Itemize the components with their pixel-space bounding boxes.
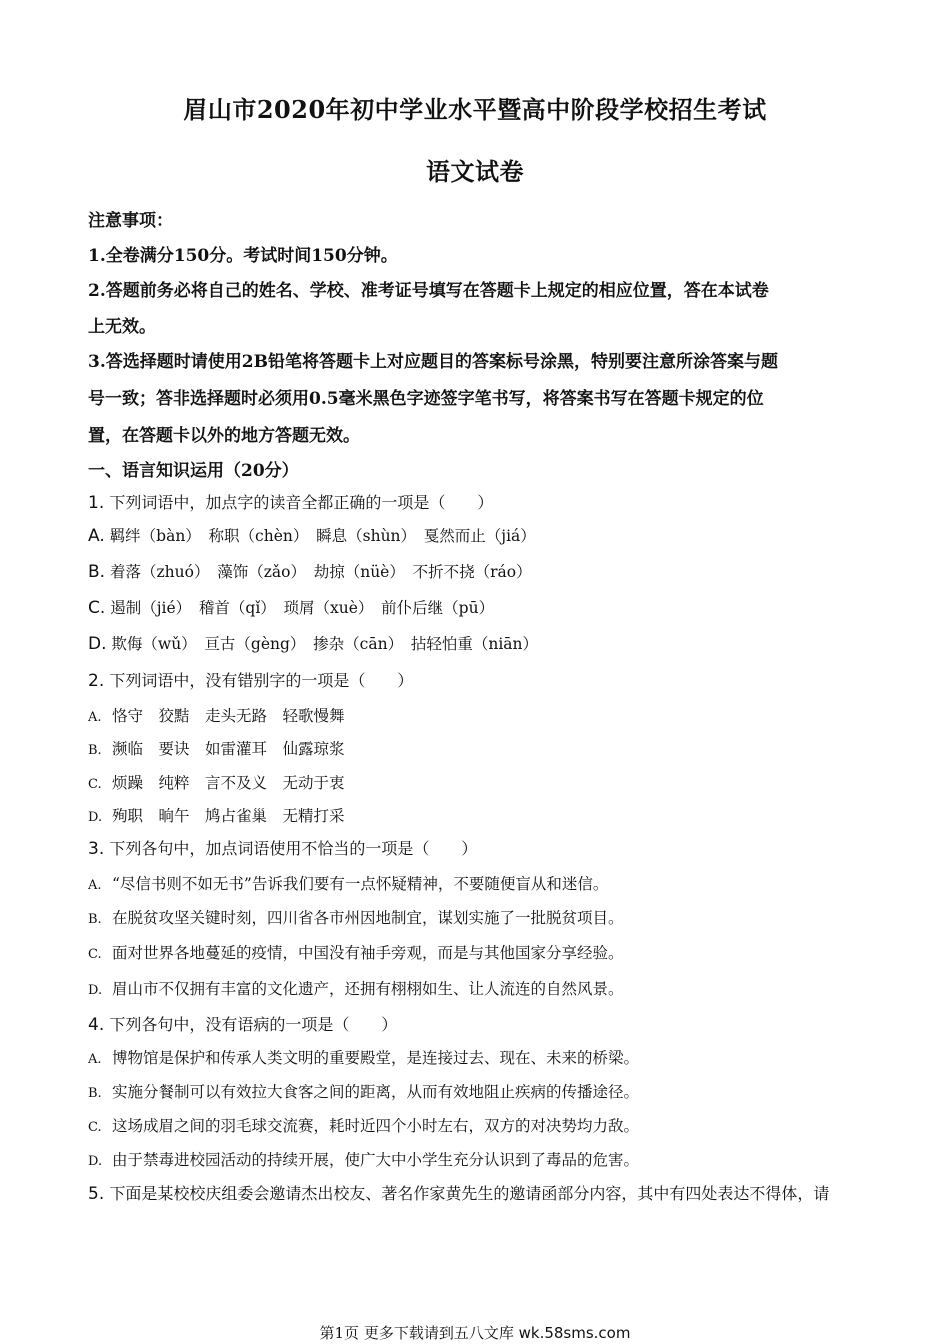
exam-title: 眉山市2020年初中学业水平暨高中阶段学校招生考试 — [183, 95, 767, 124]
question-2-option-d — [88, 804, 868, 826]
question-4-stem — [88, 1012, 868, 1035]
question-2-stem — [88, 668, 868, 691]
question-1-option-d — [88, 632, 868, 654]
option-label: B. — [88, 743, 102, 758]
option-text: 濒临 要诀 如雷灌耳 仙露琼浆 — [112, 740, 345, 758]
note-3-line-2: 号一致；答非选择题时必须用0.5毫米黑色字迹签字笔书写，将答案书写在答题卡规定的位 — [88, 389, 764, 409]
question-1-option-b — [88, 560, 868, 582]
question-text: 下列词语中，加点字的读音全都正确的一项是（ ） — [104, 493, 494, 512]
question-text: 下列各句中，没有语病的一项是（ ） — [104, 1015, 398, 1034]
note-3-line-1: 3.答选择题时请使用2B铅笔将答题卡上对应题目的答案标号涂黑，特别要注意所涂答案与题 — [88, 352, 778, 372]
question-number: 3. — [88, 839, 105, 859]
question-number: 5. — [88, 1184, 105, 1204]
option-label: A. — [88, 878, 102, 893]
note-3-line-3: 置，在答题卡以外的地方答题无效。 — [88, 426, 360, 446]
question-3-option-d — [88, 977, 868, 999]
option-text: 博物馆是保护和传承人类文明的重要殿堂，是连接过去、现在、未来的桥梁。 — [112, 1049, 640, 1067]
option-text: “尽信书则不如无书”告诉我们要有一点怀疑精神，不要随便盲从和迷信。 — [112, 875, 609, 893]
footer-url: wk.58sms.com — [518, 1324, 631, 1342]
option-text: 面对世界各地蔓延的疫情，中国没有袖手旁观，而是与其他国家分享经验。 — [112, 944, 624, 962]
notes-heading: 注意事项： — [88, 211, 173, 231]
footer-page-text: 第1页 更多下载请到五八文库 — [319, 1324, 519, 1342]
option-label: D. — [88, 1154, 103, 1169]
option-text: 在脱贫攻坚关键时刻，四川省各市州因地制宜，谋划实施了一批脱贫项目。 — [112, 909, 624, 927]
question-1-option-a — [88, 524, 868, 546]
option-label: C. — [88, 947, 102, 962]
question-4-option-c — [88, 1114, 868, 1136]
option-text: 欺侮（wǔ） 亘古（gèng） 掺杂（cān） 拈轻怕重（niān） — [106, 635, 538, 653]
question-2-option-b — [88, 737, 868, 759]
option-text: 实施分餐制可以有效拉大食客之间的距离，从而有效地阻止疾病的传播途径。 — [112, 1083, 640, 1101]
option-label: A. — [88, 1052, 102, 1067]
option-label: C. — [88, 777, 102, 792]
question-4-option-d — [88, 1148, 868, 1170]
page-footer — [0, 1322, 950, 1343]
question-3-option-b — [88, 906, 868, 928]
option-text: 烦躁 纯粹 言不及义 无动于衷 — [112, 774, 345, 792]
option-label: A. — [88, 710, 102, 725]
question-1-stem — [88, 490, 868, 513]
question-2-option-c — [88, 771, 868, 793]
question-text: 下列各句中，加点词语使用不恰当的一项是（ ） — [104, 839, 478, 858]
question-2-option-a — [88, 704, 868, 726]
option-label: D. — [88, 634, 107, 654]
exam-subtitle: 语文试卷 — [426, 157, 524, 186]
option-label: B. — [88, 1086, 102, 1101]
section-1-heading: 一、语言知识运用（20分） — [88, 461, 299, 481]
note-1: 1.全卷满分150分。考试时间150分钟。 — [88, 246, 398, 266]
option-label: A. — [88, 526, 105, 546]
note-2-line-2: 上无效。 — [88, 317, 156, 337]
question-number: 2. — [88, 671, 105, 691]
option-label: B. — [88, 912, 102, 927]
question-1-option-c — [88, 596, 868, 618]
option-text: 眉山市不仅拥有丰富的文化遗产，还拥有栩栩如生、让人流连的自然风景。 — [112, 980, 624, 998]
option-text: 殉职 晌午 鸠占雀巢 无精打采 — [112, 807, 345, 825]
question-5-stem — [88, 1181, 868, 1204]
option-label: C. — [88, 598, 106, 618]
question-number: 1. — [88, 493, 105, 513]
option-label: C. — [88, 1120, 102, 1135]
question-3-option-a — [88, 872, 868, 894]
option-label: D. — [88, 810, 103, 825]
question-text: 下列词语中，没有错别字的一项是（ ） — [104, 671, 414, 690]
option-text: 羁绊（bàn） 称职（chèn） 瞬息（shùn） 戛然而止（jiá） — [104, 527, 536, 545]
option-text: 恪守 狡黠 走头无路 轻歌慢舞 — [112, 707, 345, 725]
question-3-option-c — [88, 941, 868, 963]
question-text: 下面是某校校庆组委会邀请杰出校友、著名作家黄先生的邀请函部分内容，其中有四处表达不得体，请 — [104, 1184, 830, 1203]
question-3-stem — [88, 836, 868, 859]
note-2-line-1: 2.答题前务必将自己的姓名、学校、准考证号填写在答题卡上规定的相应位置，答在本试卷 — [88, 281, 769, 301]
question-number: 4. — [88, 1015, 105, 1035]
option-text: 遏制（jié） 稽首（qǐ） 琐屑（xuè） 前仆后继（pū） — [105, 599, 495, 617]
option-text: 由于禁毒进校园活动的持续开展，使广大中小学生充分认识到了毒品的危害。 — [112, 1151, 640, 1169]
question-4-option-a — [88, 1046, 868, 1068]
option-label: D. — [88, 983, 103, 998]
option-text: 着落（zhuó） 藻饰（zǎo） 劫掠（nüè） 不折不挠（ráo） — [105, 563, 532, 581]
option-label: B. — [88, 562, 106, 582]
option-text: 这场成眉之间的羽毛球交流赛，耗时近四个小时左右，双方的对决势均力敌。 — [112, 1117, 640, 1135]
question-4-option-b — [88, 1080, 868, 1102]
